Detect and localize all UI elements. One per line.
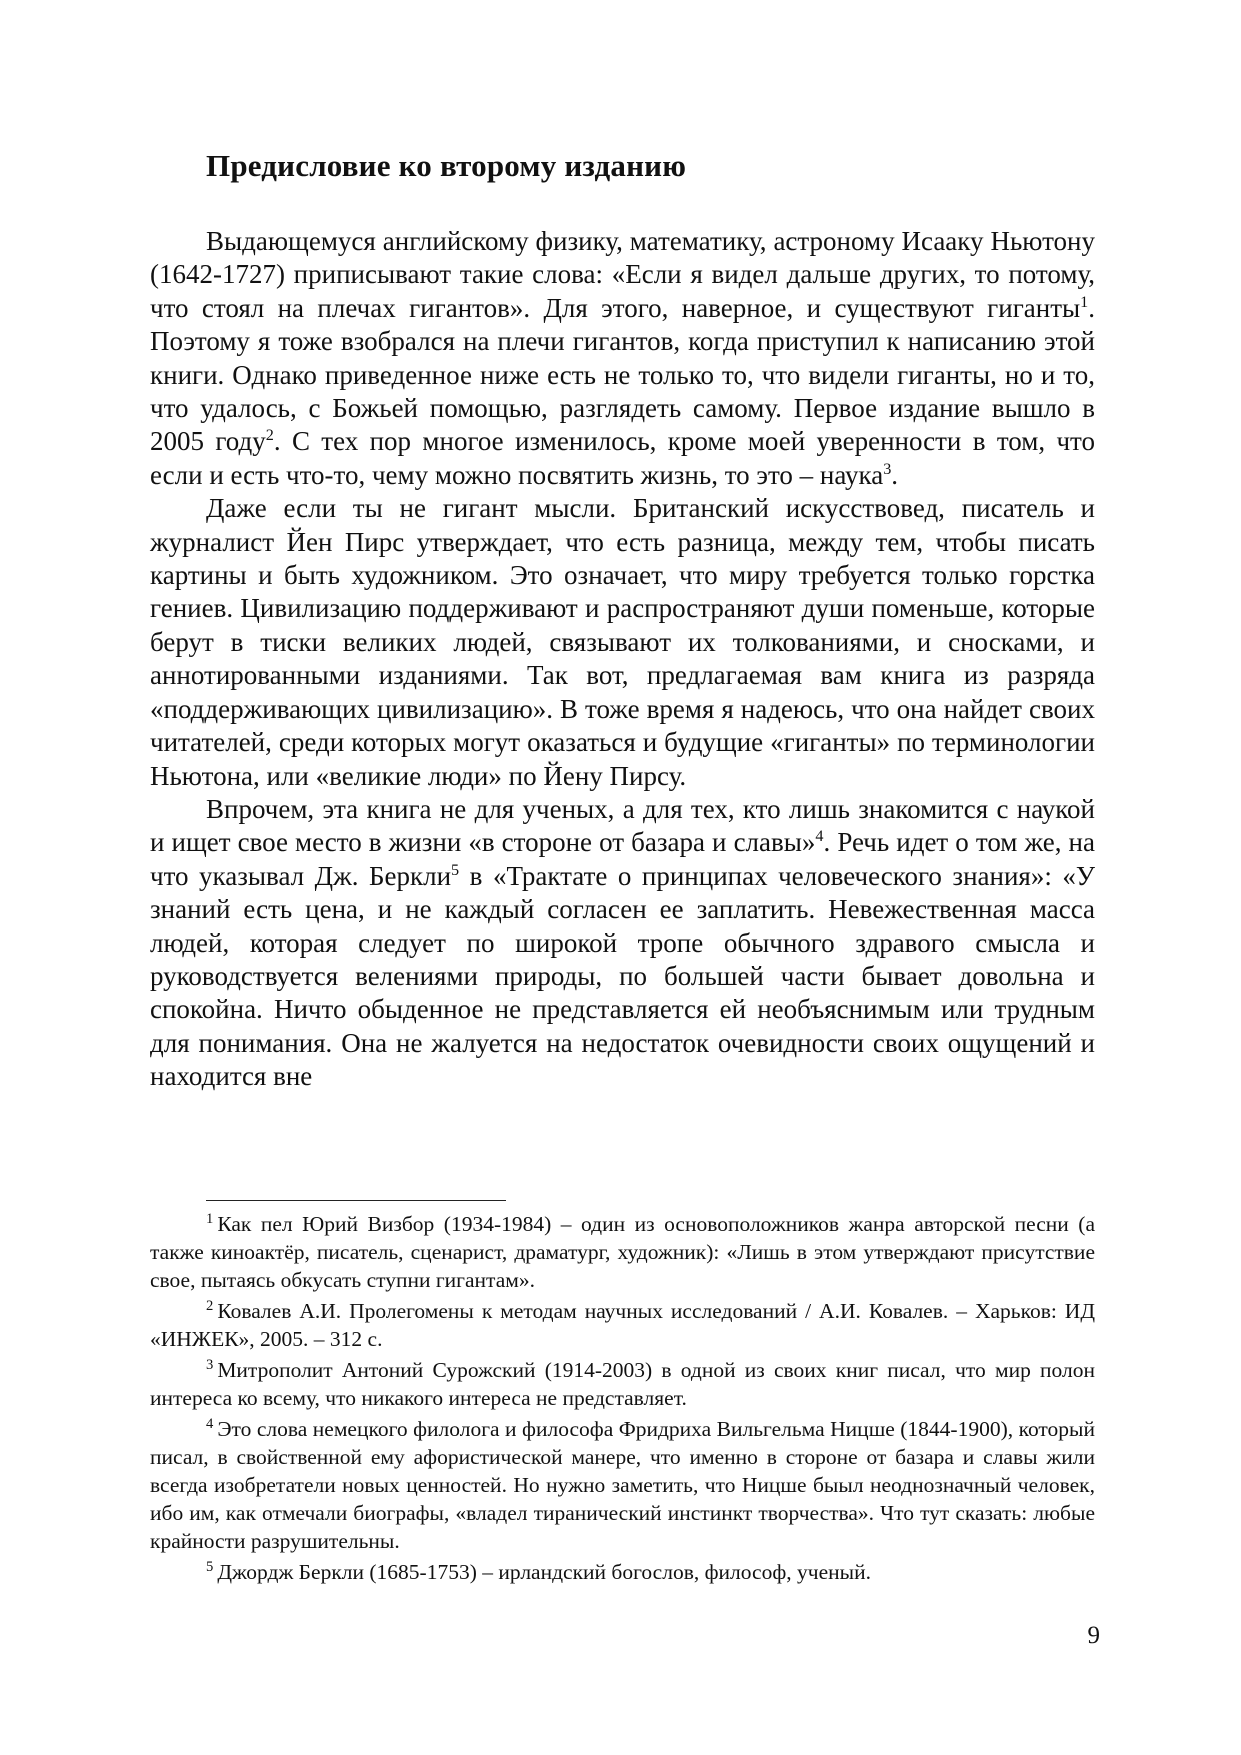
footnote-4: [150, 1415, 1095, 1555]
footnote-2: [150, 1297, 1095, 1353]
footnote-ref-2[interactable]: 2: [265, 426, 274, 445]
paragraph-3-segment-1: Впрочем, эта книга не для ученых, а для тех, кто лишь знакомится с наукой и ищет свое место в жизни «в стороне от базара и славы»: [150, 793, 1095, 858]
footnotes: [150, 1210, 1095, 1589]
paragraph-1: [150, 225, 1095, 492]
paragraph-2: Даже если ты не гигант мысли. Британский искусствовед, писатель и журналист Йен Пирс утверждает, что есть разница, между тем, чтобы писать картины и быть художником. Это означает, что миру требуется только горстка гениев. Цивилизацию поддерживают и распространяют души поменьше, которые берут в тиски великих людей, связывают их толкованиями, и сносками, и аннотированными изданиями. Так вот, предлагаемая вам книга из разряда «поддерживающих цивилизацию». В тоже время я надеюсь, что она найдет своих читателей, среди которых могут оказаться и будущие «гиганты» по терминологии Ньютона, или «великие люди» по Йену Пирсу.: [150, 493, 1095, 791]
section-heading: Предисловие ко второму изданию: [206, 148, 687, 183]
footnote-number: 1: [206, 1210, 214, 1227]
footnote-text: Это слова немецкого филолога и философа Фридриха Вильгельма Ницше (1844-1900), который писал, в свойственной ему афористической манере, что именно в стороне от базара и славы жили всегда изобретатели новых ценностей. Но нужно заметить, что Ницше быыл неоднозначный человек, ибо им, как отмечали биографы, «владел тиранический инстинкт творчества». Что тут сказать: любые крайности разрушительны.: [150, 1417, 1095, 1553]
footnote-text: Джордж Беркли (1685-1753) – ирландский богослов, философ, ученый.: [217, 1560, 871, 1584]
paragraph-1-segment-3: . С тех пор многое изменилось, кроме моей уверенности в том, что если и есть что-то, чему можно посвятить жизнь, то это – наука: [150, 426, 1095, 490]
main-text: [150, 225, 1095, 1094]
paragraph-3-segment-2: . Речь идет о том же, на что указывал Дж. Беркли: [150, 827, 1095, 891]
footnote-separator: [206, 1200, 506, 1201]
footnote-text: Как пел Юрий Визбор (1934-1984) – один из основоположников жанра авторской песни (а также киноактёр, писатель, сценарист, драматург, художник): «Лишь в этом утверждают присутствие свое, пытаясь обкусать ступни гигантам».: [150, 1212, 1095, 1292]
paragraph-1-segment-4: .: [891, 459, 899, 490]
footnote-ref-3[interactable]: 3: [883, 459, 892, 478]
footnote-text: Митрополит Антоний Сурожский (1914-2003) в одной из своих книг писал, что мир полон интереса ко всему, что никакого интереса не представляет.: [150, 1358, 1095, 1410]
footnote-text: Ковалев А.И. Пролегомены к методам научных исследований / А.И. Ковалев. – Харьков: ИД «ИНЖЕК», 2005. – 312 с.: [150, 1299, 1095, 1351]
footnote-number: 4: [206, 1415, 214, 1432]
footnote-ref-5[interactable]: 5: [451, 860, 460, 879]
footnote-1: [150, 1210, 1095, 1294]
page-number: 9: [1087, 1622, 1100, 1649]
paragraph-3-segment-3: в «Трактате о принципах человеческого знания»: «У знаний есть цена, и не каждый согласен ее заплатить. Невежественная масса людей, которая следует по широкой тропе обычного здравого смысла и руководствуется велениями природы, по большей части бывает довольна и спокойна. Ничто обыденное не представляется ей необъяснимым или трудным для понимания. Она не жалуется на недостаток очевидности своих ощущений и находится вне: [150, 860, 1095, 1092]
footnote-5: [150, 1558, 1095, 1586]
footnote-number: 5: [206, 1558, 214, 1575]
paragraph-3: [150, 793, 1095, 1094]
footnote-3: [150, 1356, 1095, 1412]
footnote-ref-1[interactable]: 1: [1080, 292, 1089, 311]
paragraph-1-segment-2: . Поэтому я тоже взобрался на плечи гигантов, когда приступил к написанию этой книги. Однако приведенное ниже есть не только то, что видели гиганты, но и то, что удалось, с Божьей помощью, разглядеть самому. Первое издание вышло в 2005 году: [150, 292, 1095, 457]
footnote-number: 2: [206, 1297, 214, 1314]
paragraph-1-segment-1: Выдающемуся английскому физику, математику, астроному Исааку Ньютону (1642-1727) приписывают такие слова: «Если я видел дальше других, то потому, что стоял на плечах гигантов». Для этого, наверное, и существуют гиганты: [150, 226, 1095, 323]
footnote-number: 3: [206, 1356, 214, 1373]
footnote-ref-4[interactable]: 4: [815, 827, 824, 846]
